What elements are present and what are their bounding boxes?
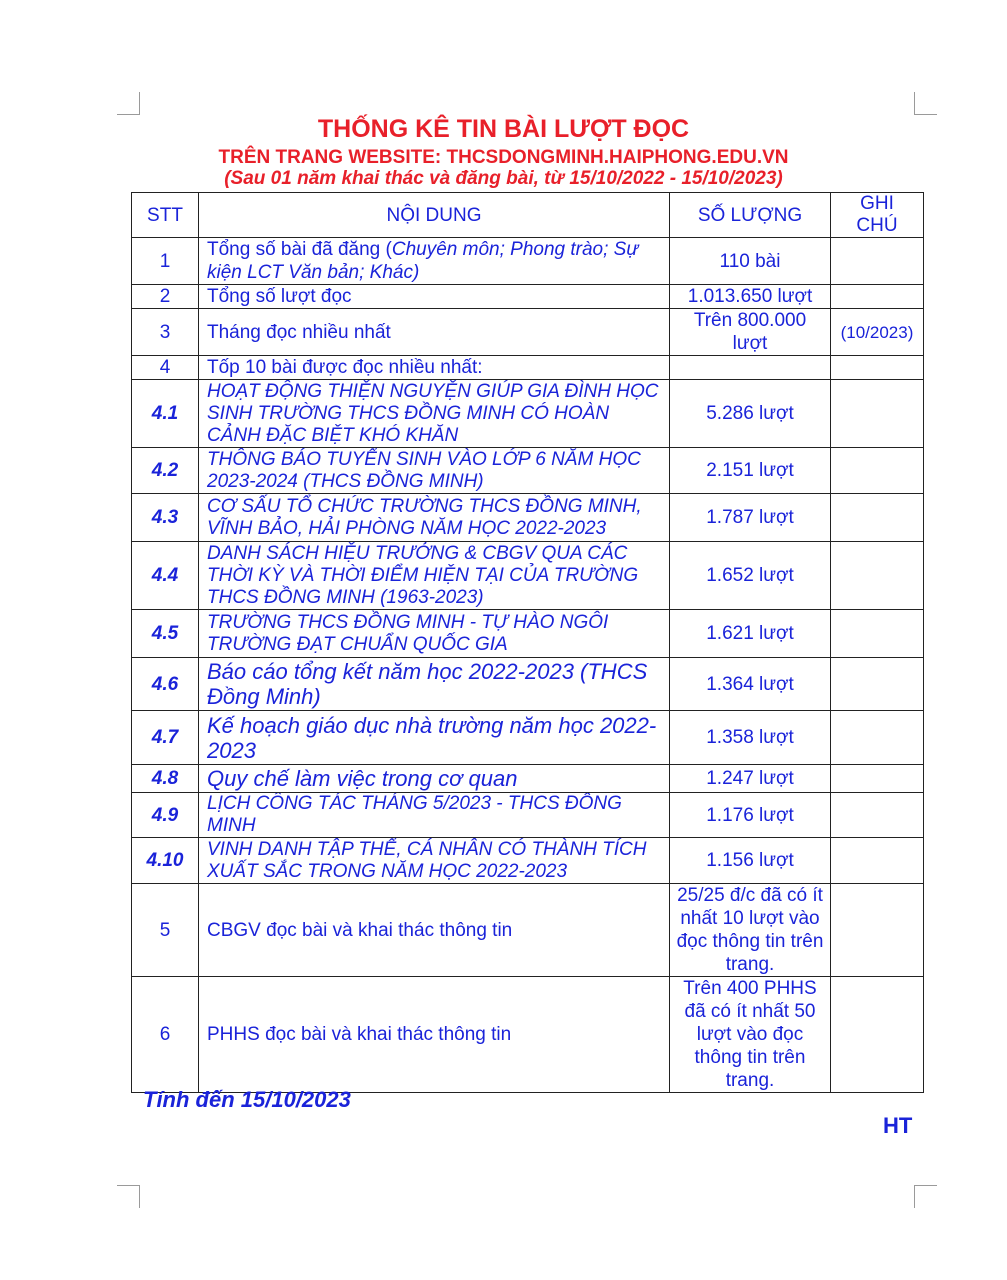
document-subtitle: TRÊN TRANG WEBSITE: THCSDONGMINH.HAIPHONG.EDU.VN bbox=[218, 147, 789, 168]
row-stt: 5 bbox=[132, 884, 199, 977]
row-content-categories: Chuyên môn; Phong trào; Sự kiện LCT Văn bản; Khác) bbox=[207, 239, 639, 283]
header-content: NỘI DUNG bbox=[199, 193, 670, 238]
row-note bbox=[831, 838, 924, 884]
row-quantity: Trên 800.000 lượt bbox=[670, 309, 831, 356]
row-quantity: 5.286 lượt bbox=[670, 380, 831, 448]
row-note bbox=[831, 610, 924, 658]
table-row bbox=[132, 610, 924, 658]
row-content: THÔNG BÁO TUYỂN SINH VÀO LỚP 6 NĂM HỌC 2023-2024 (THCS ĐỒNG MINH) bbox=[199, 448, 670, 494]
table-row bbox=[132, 542, 924, 610]
row-quantity: 1.176 lượt bbox=[670, 793, 831, 838]
crop-mark-top-right bbox=[914, 92, 937, 115]
header-stt: STT bbox=[132, 193, 199, 238]
row-stt: 3 bbox=[132, 309, 199, 356]
row-note bbox=[831, 658, 924, 711]
row-note bbox=[831, 238, 924, 285]
statistics-table bbox=[131, 192, 924, 1093]
row-stt: 4.5 bbox=[132, 610, 199, 658]
row-quantity: 1.652 lượt bbox=[670, 542, 831, 610]
row-note bbox=[831, 380, 924, 448]
row-quantity: 110 bài bbox=[670, 238, 831, 285]
table-header-row bbox=[132, 193, 924, 238]
row-note: (10/2023) bbox=[831, 309, 924, 356]
row-content: Báo cáo tổng kết năm học 2022-2023 (THCS Đồng Minh) bbox=[199, 658, 670, 711]
row-note bbox=[831, 884, 924, 977]
row-quantity: 1.787 lượt bbox=[670, 494, 831, 542]
row-quantity: 1.013.650 lượt bbox=[670, 285, 831, 309]
row-content: HOẠT ĐỘNG THIỆN NGUYỆN GIÚP GIA ĐÌNH HỌC SINH TRƯỜNG THCS ĐỒNG MINH CÓ HOÀN CẢNH ĐẶC BIỆT KHÓ KHĂN bbox=[199, 380, 670, 448]
row-quantity: 1.358 lượt bbox=[670, 711, 831, 765]
row-stt: 4.10 bbox=[132, 838, 199, 884]
row-content: DANH SÁCH HIỆU TRƯỞNG & CBGV QUA CÁC THỜI KỲ VÀ THỜI ĐIỂM HIỆN TẠI CỦA TRƯỜNG THCS ĐỒNG MINH (1963-2023) bbox=[199, 542, 670, 610]
row-content: Tháng đọc nhiều nhất bbox=[199, 309, 670, 356]
row-stt: 4.1 bbox=[132, 380, 199, 448]
table-row bbox=[132, 658, 924, 711]
row-stt: 4.2 bbox=[132, 448, 199, 494]
row-content: CƠ SẤU TỔ CHỨC TRƯỜNG THCS ĐỒNG MINH, VĨNH BẢO, HẢI PHÒNG NĂM HỌC 2022-2023 bbox=[199, 494, 670, 542]
row-content: PHHS đọc bài và khai thác thông tin bbox=[199, 977, 670, 1093]
crop-mark-bottom-right bbox=[914, 1185, 937, 1208]
row-quantity: 25/25 đ/c đã có ít nhất 10 lượt vào đọc thông tin trên trang. bbox=[670, 884, 831, 977]
table-row bbox=[132, 356, 924, 380]
signature-initials: HT bbox=[883, 1113, 913, 1138]
row-note bbox=[831, 356, 924, 380]
table-row bbox=[132, 838, 924, 884]
table-row bbox=[132, 793, 924, 838]
row-stt: 4.4 bbox=[132, 542, 199, 610]
table-row bbox=[132, 238, 924, 285]
row-stt: 4.8 bbox=[132, 765, 199, 793]
table-row bbox=[132, 884, 924, 977]
row-note bbox=[831, 977, 924, 1093]
table-row bbox=[132, 494, 924, 542]
row-quantity: Trên 400 PHHS đã có ít nhất 50 lượt vào đọc thông tin trên trang. bbox=[670, 977, 831, 1093]
crop-mark-top-left bbox=[117, 92, 140, 115]
header-quantity: SỐ LƯỢNG bbox=[670, 193, 831, 238]
row-note bbox=[831, 765, 924, 793]
row-note bbox=[831, 793, 924, 838]
row-content bbox=[199, 238, 670, 285]
row-stt: 4.9 bbox=[132, 793, 199, 838]
row-stt: 4.3 bbox=[132, 494, 199, 542]
row-quantity: 1.621 lượt bbox=[670, 610, 831, 658]
row-quantity: 1.247 lượt bbox=[670, 765, 831, 793]
row-content: Kế hoạch giáo dục nhà trường năm học 2022-2023 bbox=[199, 711, 670, 765]
row-content-lead: Tổng số bài đã đăng ( bbox=[207, 239, 392, 260]
row-quantity: 1.364 lượt bbox=[670, 658, 831, 711]
table-row bbox=[132, 380, 924, 448]
row-stt: 4.7 bbox=[132, 711, 199, 765]
table-row bbox=[132, 285, 924, 309]
row-content: Tốp 10 bài được đọc nhiều nhất: bbox=[199, 356, 670, 380]
table-row bbox=[132, 977, 924, 1093]
crop-mark-bottom-left bbox=[117, 1185, 140, 1208]
row-note bbox=[831, 448, 924, 494]
row-stt: 4 bbox=[132, 356, 199, 380]
table-row bbox=[132, 448, 924, 494]
row-content: Quy chế làm việc trong cơ quan bbox=[199, 765, 670, 793]
row-quantity: 1.156 lượt bbox=[670, 838, 831, 884]
document-period: (Sau 01 năm khai thác và đăng bài, từ 15/10/2022 - 15/10/2023) bbox=[224, 168, 783, 189]
row-note bbox=[831, 285, 924, 309]
row-content: Tổng số lượt đọc bbox=[199, 285, 670, 309]
row-content: VINH DANH TẬP THỂ, CÁ NHÂN CÓ THÀNH TÍCH XUẤT SẮC TRONG NĂM HỌC 2022-2023 bbox=[199, 838, 670, 884]
row-content: LỊCH CÔNG TÁC THÁNG 5/2023 - THCS ĐỒNG MINH bbox=[199, 793, 670, 838]
row-stt: 2 bbox=[132, 285, 199, 309]
row-note bbox=[831, 542, 924, 610]
table-row bbox=[132, 711, 924, 765]
row-note bbox=[831, 494, 924, 542]
row-stt: 1 bbox=[132, 238, 199, 285]
row-stt: 4.6 bbox=[132, 658, 199, 711]
row-quantity bbox=[670, 356, 831, 380]
header-note: GHI CHÚ bbox=[831, 193, 924, 238]
document-title: THỐNG KÊ TIN BÀI LƯỢT ĐỌC bbox=[317, 115, 690, 143]
table-row bbox=[132, 309, 924, 356]
row-quantity: 2.151 lượt bbox=[670, 448, 831, 494]
as-of-date: Tính đến 15/10/2023 bbox=[143, 1087, 351, 1112]
row-content: CBGV đọc bài và khai thác thông tin bbox=[199, 884, 670, 977]
row-stt: 6 bbox=[132, 977, 199, 1093]
row-note bbox=[831, 711, 924, 765]
row-content: TRƯỜNG THCS ĐỒNG MINH - TỰ HÀO NGÔI TRƯỜNG ĐẠT CHUẨN QUỐC GIA bbox=[199, 610, 670, 658]
table-row bbox=[132, 765, 924, 793]
